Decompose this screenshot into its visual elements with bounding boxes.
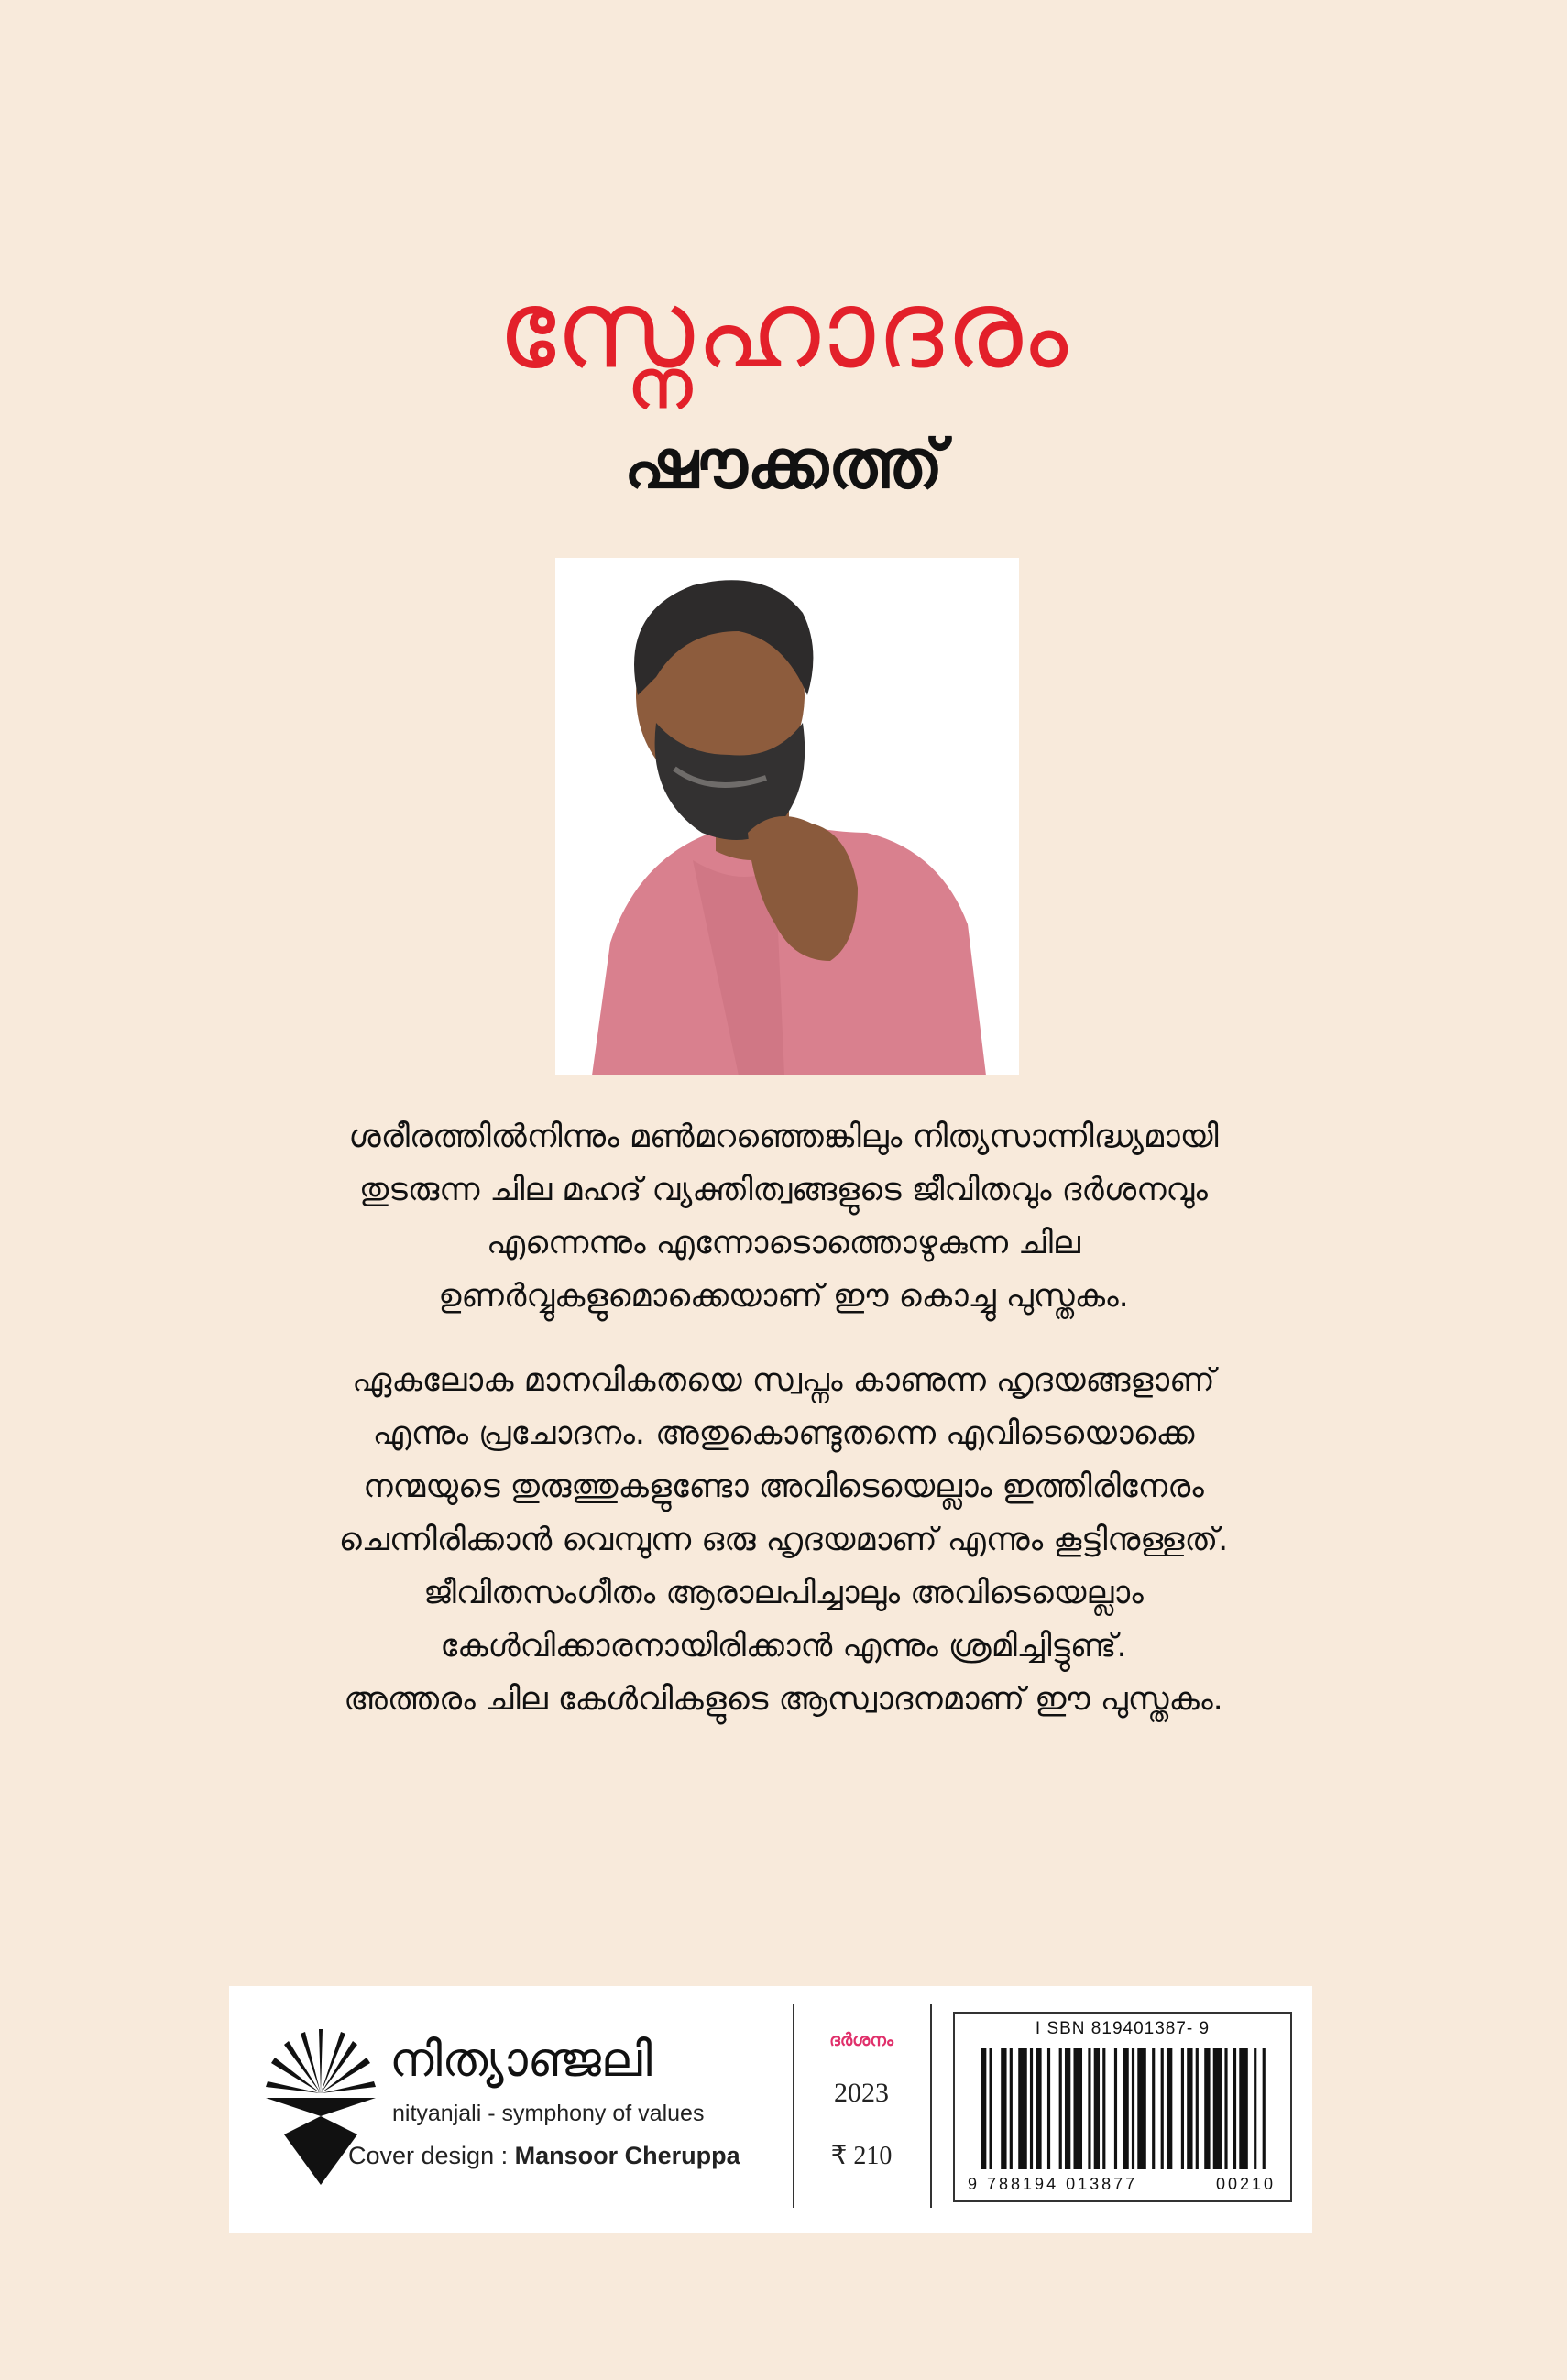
divider — [930, 2004, 932, 2208]
author-name: ഷൗക്കത്ത് — [623, 425, 944, 504]
blurb-paragraph-2 — [211, 1354, 1356, 1726]
blurb-text — [211, 1110, 1356, 1757]
imprint-label: ദർശനം — [829, 2030, 893, 2050]
author-photo — [555, 558, 1019, 1075]
divider — [793, 2004, 794, 2208]
blurb-line: നന്മയുടെ തുരുത്തുകളുണ്ടോ അവിടെയെല്ലാം ഇത്തിരിനേരം — [363, 1468, 1204, 1505]
barcode-number-left: 9 788194 013877 — [968, 2175, 1138, 2193]
publisher-name: നിത്യാഞ്ജലി — [389, 2033, 652, 2088]
blurb-line: ശരീരത്തിൽനിന്നും മൺമറഞ്ഞെങ്കിലും നിത്യസാന്നിദ്ധ്യമായി — [348, 1119, 1219, 1155]
cover-design-credit — [348, 2142, 740, 2170]
barcode-number-right: 00210 — [1215, 2175, 1276, 2193]
blurb-line: ജീവിതസംഗീതം ആരാലപിച്ചാലും അവിടെയെല്ലാം — [423, 1575, 1144, 1611]
author-portrait-image — [555, 558, 1019, 1075]
cover-design-label: Cover design : — [348, 2142, 515, 2169]
blurb-line: എന്നെന്നും എന്നോടൊത്തൊഴുകുന്ന ചില — [487, 1225, 1080, 1261]
isbn-text: I SBN 819401387- 9 — [1035, 2019, 1211, 2038]
blurb-line: ഏകലോക മാനവികതയെ സ്വപ്നം കാണുന്ന ഹൃദയങ്ങളാണ് — [352, 1362, 1215, 1399]
blurb-paragraph-1 — [211, 1110, 1356, 1323]
blurb-line: തുടരുന്ന ചില മഹദ് വ്യക്തിത്വങ്ങളുടെ ജീവിതവും ദർശനവും — [359, 1172, 1208, 1208]
cover-designer-name: Mansoor Cheruppa — [514, 2142, 740, 2169]
barcode-bars — [981, 2048, 1268, 2169]
blurb-line: എന്നും പ്രചോദനം. അതുകൊണ്ടുതന്നെ എവിടെയൊക്കെ — [372, 1415, 1195, 1452]
book-price: ₹ 210 — [830, 2142, 893, 2170]
publisher-footer — [229, 1986, 1312, 2233]
isbn-barcode — [953, 2012, 1292, 2202]
blurb-line: അത്തരം ചില കേൾവികളുടെ ആസ്വാദനമാണ് ഈ പുസ്തകം. — [344, 1681, 1223, 1718]
blurb-line: കേൾവിക്കാരനായിരിക്കാൻ എന്നും ശ്രമിച്ചിട്ടുണ്ട്. — [440, 1628, 1127, 1665]
blurb-line: ചെന്നിരിക്കാൻ വെമ്പുന്ന ഒരു ഹൃദയമാണ് എന്നും കൂട്ടിനുള്ളത്. — [338, 1522, 1229, 1558]
publisher-tagline: nityanjali - symphony of values — [392, 2101, 705, 2126]
publication-year: 2023 — [834, 2078, 889, 2108]
book-title: സ്നേഹാദരം — [497, 266, 1070, 392]
blurb-line: ഉണർവ്വുകളുമൊക്കെയാണ് ഈ കൊച്ചു പുസ്തകം. — [438, 1278, 1129, 1315]
